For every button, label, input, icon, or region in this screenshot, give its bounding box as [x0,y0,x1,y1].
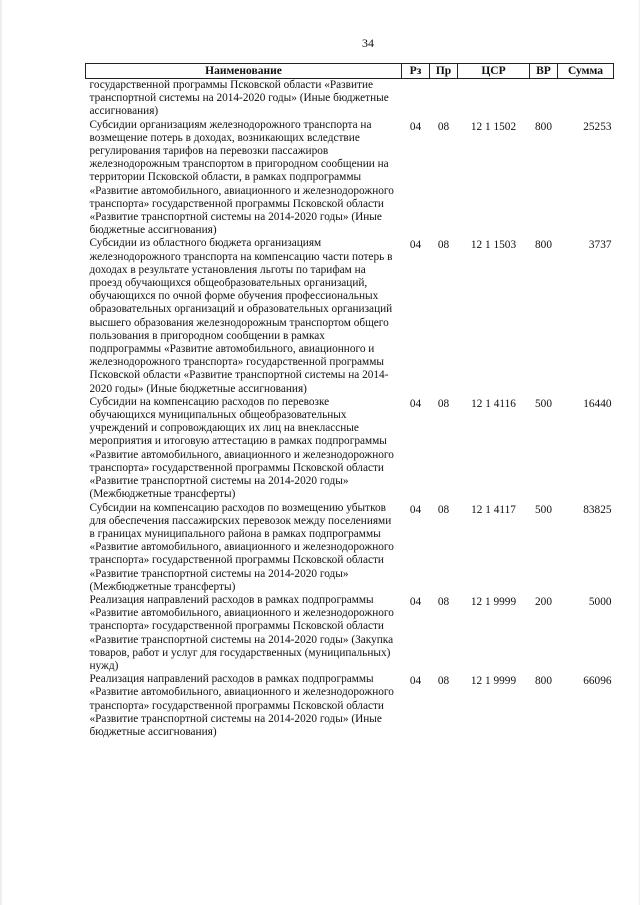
scan-edge-left [0,0,3,905]
continuation-row [86,79,614,119]
header-rz: Рз [402,64,430,79]
row-rz: 04 [409,675,422,688]
row-csr: 12 1 4117 [471,503,516,516]
header-name: Наименование [86,64,402,79]
row-pr: 08 [437,120,450,133]
table-header-row [86,64,614,79]
continuation-text: государственной программы Псковской области «Развитие транспортной системы на 2014-2020 годы» (Иные бюджетные ассигнования) [89,79,389,118]
table-row [86,396,614,502]
row-rz: 04 [409,503,422,516]
row-rz: 04 [409,595,422,608]
row-pr: 08 [437,239,450,252]
row-name: Реализация направлений расходов в рамках подпрограммы «Развитие автомобильного, авиационного и железнодорожного транспорта» государственной программы Псковской области «Развитие транспортной системы на 2014-2020 годы» (Закупка товаров, работ и услуг для государственных (муниципальных) нужд) [89,593,394,672]
row-sum: 16440 [583,397,612,410]
row-vr: 500 [535,397,552,410]
row-pr: 08 [437,397,450,410]
row-vr: 200 [535,595,552,608]
table-row [86,502,614,594]
row-sum: 83825 [583,503,612,516]
row-csr: 12 1 9999 [470,595,517,608]
header-vr: ВР [530,64,558,79]
row-name: Субсидии организациям железнодорожного транспорта на возмещение потерь в доходах, возникающих вследствие регулирования тарифов на перевозки пассажиров железнодорожным транспортом в пригородном сообщении на территории Псковской области, в рамках подпрограммы «Развитие автомобильного, авиационного и железнодорожного транспорта» государственной программы Псковской области «Развитие транспортной системы на 2014-2020 годы» (Иные бюджетные ассигнования) [89,118,394,237]
table-row [86,237,614,395]
row-csr: 12 1 9999 [470,675,517,688]
row-rz: 04 [409,120,422,133]
budget-table [85,63,614,739]
row-rz: 04 [409,239,422,252]
table-row [86,594,614,673]
row-vr: 800 [535,239,552,252]
page-number: 34 [362,36,374,50]
row-vr: 500 [535,503,552,516]
row-rz: 04 [409,397,422,410]
row-pr: 08 [437,675,450,688]
table-row [86,673,614,739]
row-pr: 08 [437,595,450,608]
row-csr: 12 1 4116 [471,397,516,410]
row-sum: 25253 [583,120,612,133]
row-pr: 08 [437,503,450,516]
row-sum: 3737 [588,239,612,252]
row-sum: 5000 [588,595,612,608]
row-name: Субсидии из областного бюджета организациям железнодорожного транспорта на компенсацию части потерь в доходах в результате установления льготы по тарифам на проезд обучающихся общеобразовательных организаций, обучающихся по очной форме обучения профессиональных образовательных организаций и образовательных организаций высшего образования железнодорожным транспортом общего пользования в пригородном сообщении в рамках подпрограммы «Развитие автомобильного, авиационного и железнодорожного транспорта» государственной программы Псковской области «Развитие транспортной системы на 2014-2020 годы» (Иные бюджетные ассигнования) [89,237,393,395]
row-name: Реализация направлений расходов в рамках подпрограммы «Развитие автомобильного, авиационного и железнодорожного транспорта» государственной программы Псковской области «Развитие транспортной системы на 2014-2020 годы» (Иные бюджетные ассигнования) [89,673,394,738]
row-vr: 800 [535,120,552,133]
row-csr: 12 1 1502 [470,120,517,133]
header-sum: Сумма [558,64,614,79]
row-sum: 66096 [583,675,612,688]
header-csr: ЦСР [458,64,530,79]
row-name: Субсидии на компенсацию расходов по перевозке обучающихся муниципальных общеобразовательных учреждений и сопровождающих их лиц на внеклассные мероприятия и итоговую аттестацию в рамках подпрограммы «Развитие автомобильного, авиационного и железнодорожного транспорта» государственной программы Псковской области «Развитие транспортной системы на 2014-2020 годы» (Межбюджетные трансферты) [89,395,394,501]
header-pr: Пр [430,64,458,79]
row-csr: 12 1 1503 [470,239,517,252]
table-row [86,119,614,238]
row-vr: 800 [535,675,552,688]
row-name: Субсидии на компенсацию расходов по возмещению убытков для обеспечения пассажирских перевозок между поселениями в границах муниципального района в рамках подпрограммы «Развитие автомобильного, авиационного и железнодорожного транспорта» государственной программы Псковской области «Развитие транспортной системы на 2014-2020 годы» (Межбюджетные трансферты) [89,501,394,593]
